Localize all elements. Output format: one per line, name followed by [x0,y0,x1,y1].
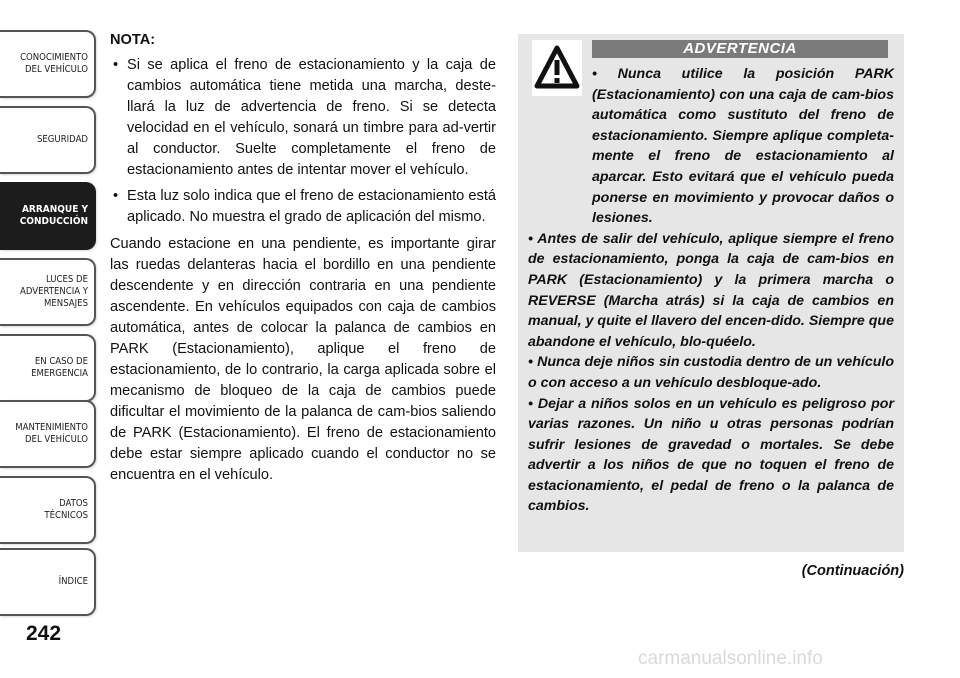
bullet-dot: • [113,57,119,73]
nota-bullet-text: Si se aplica el freno de estacionamiento y la caja de cambios automática tiene metida una marcha, deste-llará la luz de advertencia de freno. Si se detecta velocidad en el vehículo, sonará un timbre para ad-vertir al conductor. Suelte completamente el freno de estacionamiento antes de intentar mover el vehículo. [127,57,496,178]
tab-label: SEGURIDAD [36,134,88,145]
nota-bullet [110,186,496,228]
warning-header: ADVERTENCIA [592,40,888,58]
body-paragraph: Cuando estacione en una pendiente, es importante girar las ruedas delanteras hacia el bordillo en una pendiente descendente y en dirección contraria en una pendiente ascendente. En vehículos equipados con caja de cambios automática, antes de colocar la palanca de cambios en PARK (Estacionamiento), aplique el freno de estacionamiento, de lo contrario, la carga aplicada sobre el mecanismo de bloqueo de la caja de cambios puede dificultar el movimiento de la palanca de cam-bios saliendo de PARK (Estacionamiento). El freno de estacionamiento debe estar siempre aplicado cuando el conductor no se encuentra en el vehículo. [110,236,496,483]
warning-item: • Nunca utilice la posición PARK (Estacionamiento) con una caja de cam-bios automática como sustituto del freno de estacionamiento. Siempre aplique completa-mente el freno de estacionamiento al aparcar. Esto evitará que el vehículo pueda ponerse en movimiento y provocar daños o lesiones. [592,66,894,227]
tab-datos-tecnicos[interactable] [0,476,96,544]
nota-bullet-text: Esta luz solo indica que el freno de estacionamiento está aplicado. No muestra el grado de aplicación del mismo. [127,188,496,225]
warning-body [528,64,894,517]
warning-item: • Antes de salir del vehículo, aplique siempre el freno de estacionamiento, ponga la caja de cam-bios en PARK (Estacionamiento) y la primera marcha o REVERSE (Marcha atrás) si la caja de cambios en manual, y quite el llavero del encen-dido. Siempre que abandone el vehículo, blo-quéelo. [528,230,894,350]
continued-label: (Continuación) [801,563,904,579]
tab-arranque-y-conduccion[interactable] [0,182,96,250]
tab-label: MANTENIMIENTO DEL VEHÍCULO [15,422,88,445]
tab-label: ARRANQUE Y CONDUCCIÓN [19,204,88,227]
tab-label: EN CASO DE EMERGENCIA [31,356,88,379]
tab-label: LUCES DE ADVERTENCIA Y MENSAJES [19,274,88,309]
nota-title: NOTA: [110,32,156,48]
warning-item: • Nunca deje niños sin custodia dentro de un vehículo o con acceso a un vehículo desbloque-ado. [528,354,894,391]
tab-seguridad[interactable] [0,106,96,174]
tab-label: CONOCIMIENTO DEL VEHÍCULO [20,52,88,75]
tab-label: DATOS TÉCNICOS [44,498,88,521]
bullet-dot: • [113,188,119,204]
tab-mantenimiento[interactable] [0,400,96,468]
nota-section [110,30,496,486]
watermark: carmanualsonline.info [638,648,823,669]
tab-luces-de-advertencia[interactable] [0,258,96,326]
tab-conocimiento-del-vehiculo[interactable] [0,30,96,98]
tab-indice[interactable] [0,548,96,616]
page-number: 242 [26,622,62,645]
warning-item: • Dejar a niños solos en un vehículo es peligroso por varias razones. Un niño u otras personas podrían sufrir lesiones de gravedad o mortales. Se debe advertir a los niños de que no toquen el freno de estacionamiento, el pedal de freno o la palanca de cambios. [528,395,894,515]
tab-en-caso-de-emergencia[interactable] [0,334,96,402]
tab-label: ÍNDICE [58,576,88,587]
nota-bullet [110,55,496,181]
warning-box [518,34,904,552]
